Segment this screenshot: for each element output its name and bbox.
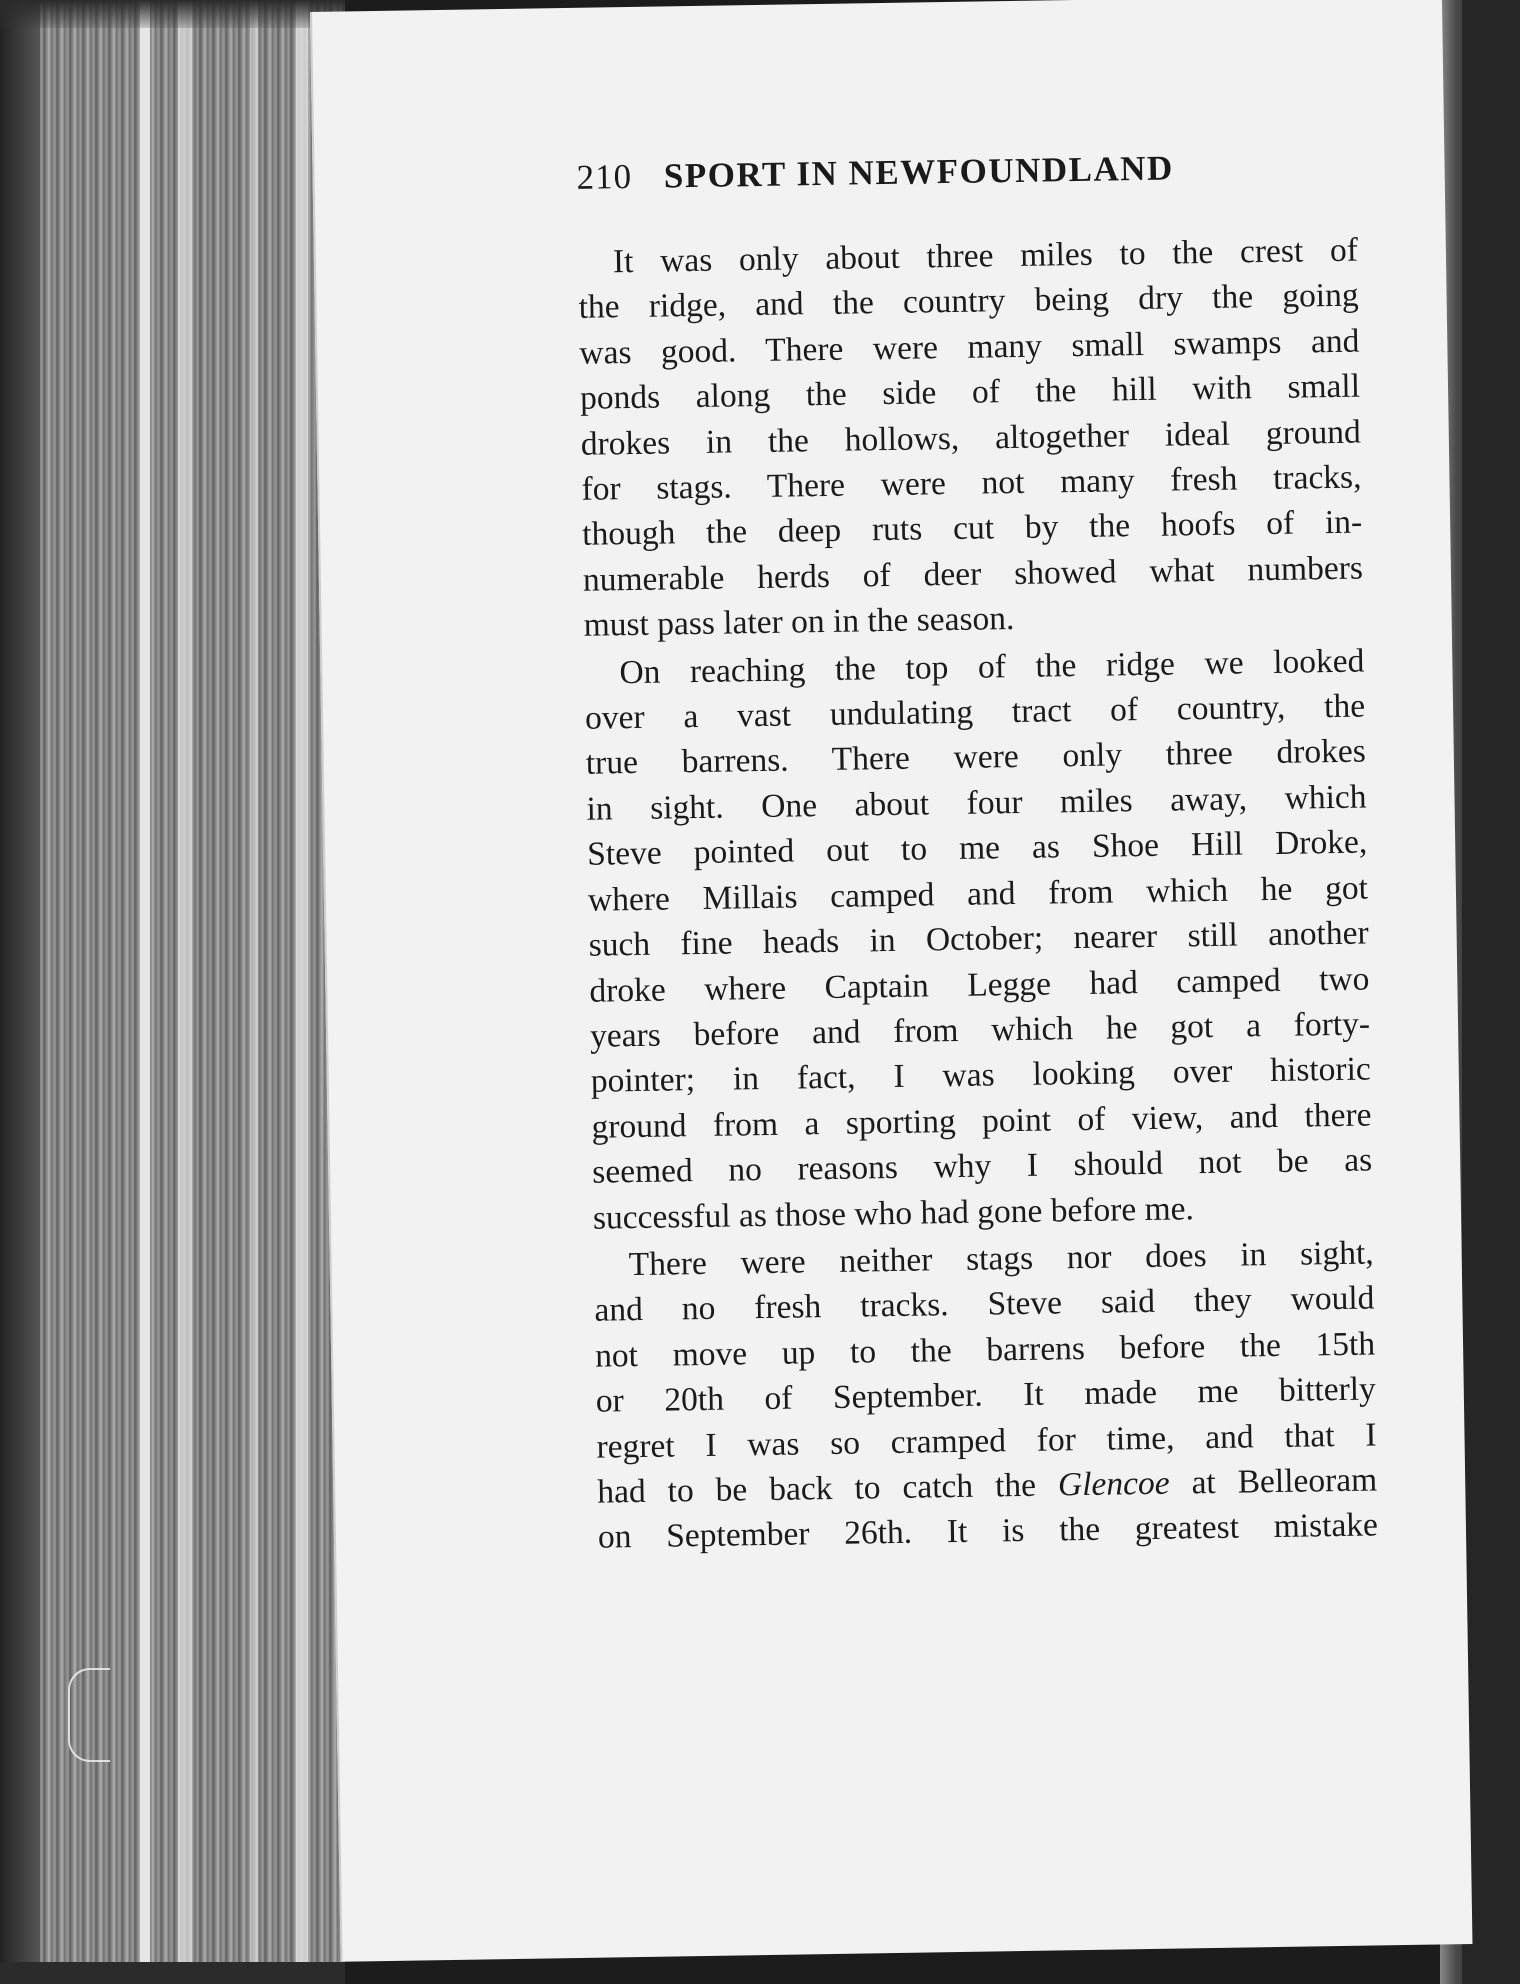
text-line: numerable herds of deer showed what numbers xyxy=(582,549,1364,599)
running-title: SPORT IN NEWFOUNDLAND xyxy=(663,148,1175,196)
text-line: in sight. One about four miles away, which xyxy=(586,778,1367,828)
text-line: for stags. There were not many fresh tracks, xyxy=(581,458,1362,508)
book-right-background xyxy=(1462,0,1520,1984)
paragraph xyxy=(578,228,1364,649)
book-page xyxy=(310,0,1472,1962)
text-line: true barrens. There were only three drokes xyxy=(585,732,1367,783)
text-line: pointer; in fact, I was looking over historic xyxy=(590,1050,1372,1101)
text-line: the ridge, and the country being dry the going xyxy=(578,276,1359,327)
page-edge-light-band xyxy=(296,0,308,1984)
page-edges-bottom-shadow xyxy=(0,1962,345,1984)
page-edge-light-band xyxy=(250,0,258,1984)
body-text xyxy=(578,228,1379,1561)
text-line: on September 26th. It is the greatest mistake xyxy=(597,1506,1379,1557)
page-edge-light-band xyxy=(178,0,192,1984)
text-line: drokes in the hollows, altogether ideal ground xyxy=(580,413,1362,463)
pencil-mark xyxy=(68,1668,110,1762)
text-line: and no fresh tracks. Steve said they would xyxy=(594,1279,1375,1330)
text-line: though the deep ruts cut by the hoofs of in- xyxy=(581,503,1363,554)
text-line: On reaching the top of the ridge we looked xyxy=(619,642,1365,691)
paragraph xyxy=(593,1230,1378,1560)
text-line: where Millais camped and from which he got xyxy=(587,869,1369,919)
text-line: droke where Captain Legge had camped two xyxy=(589,959,1370,1010)
text-line: There were neither stags nor does in sight, xyxy=(628,1234,1374,1284)
text-line: over a vast undulating tract of country, the xyxy=(584,687,1366,737)
paragraph xyxy=(584,638,1373,1240)
page-edges-top-shadow xyxy=(0,0,345,28)
page-header xyxy=(576,148,1174,197)
page-edges-shadow xyxy=(0,0,40,1984)
text-line: years before and from which he got a forty- xyxy=(589,1005,1371,1055)
text-line: must pass later on in the season. xyxy=(583,600,1015,645)
text-line: successful as those who had gone before me. xyxy=(592,1189,1195,1237)
text-line: was good. There were many small swamps and xyxy=(579,322,1360,372)
book-page-edges xyxy=(0,0,345,1984)
text-line: ground from a sporting point of view, and there xyxy=(591,1096,1372,1146)
text-line: It was only about three miles to the crest of xyxy=(612,231,1359,281)
text-line: or 20th of September. It made me bitterly xyxy=(595,1370,1377,1420)
page-edge-light-band xyxy=(140,0,150,1984)
text-fragment: at Belleoram xyxy=(1169,1461,1378,1502)
text-line: ponds along the side of the hill with small xyxy=(579,367,1361,418)
page-number: 210 xyxy=(576,156,633,197)
text-line: seemed no reasons why I should not be as xyxy=(591,1141,1373,1191)
ship-name: Glencoe xyxy=(1057,1464,1170,1504)
text-line: such fine heads in October; nearer still another xyxy=(588,914,1369,964)
text-fragment: had to be back to catch the xyxy=(596,1466,1059,1511)
text-line: Steve pointed out to me as Shoe Hill Droke, xyxy=(586,823,1368,874)
text-line: regret I was so cramped for time, and that I xyxy=(596,1415,1377,1466)
text-line: not move up to the barrens before the 15th xyxy=(594,1325,1376,1375)
